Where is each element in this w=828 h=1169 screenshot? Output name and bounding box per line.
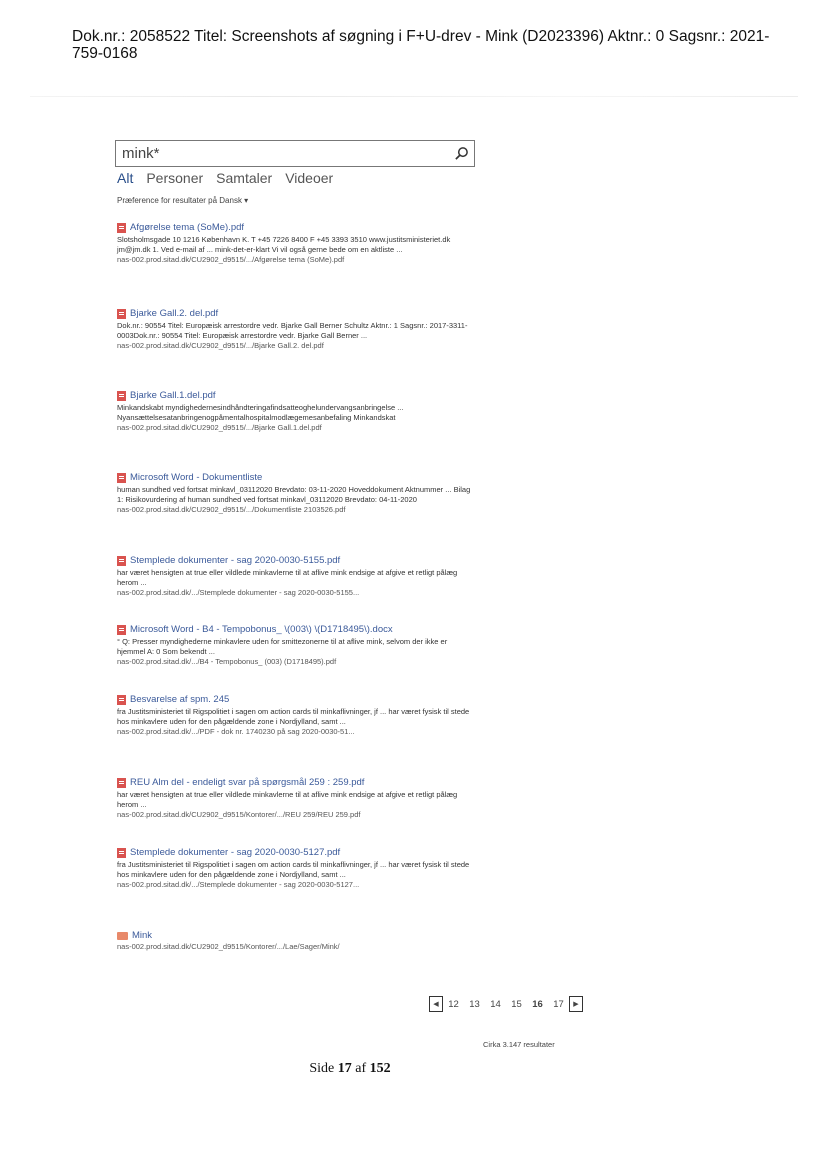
search-box xyxy=(115,140,475,167)
language-preference-dropdown[interactable]: Præference for resultater på Dansk ▾ xyxy=(117,196,249,205)
tab-all[interactable]: Alt xyxy=(117,170,134,186)
result-title: Stemplede dokumenter - sag 2020-0030-5127.pdf xyxy=(130,847,341,858)
result-title: Afgørelse tema (SoMe).pdf xyxy=(130,222,245,233)
result-title-link[interactable] xyxy=(117,390,477,401)
search-tabs xyxy=(117,170,333,186)
result-path[interactable]: nas-002.prod.sitad.dk/CU2902_d9515/.../Bjarke Gall.2. del.pdf xyxy=(117,341,324,351)
result-title-link[interactable] xyxy=(117,308,477,319)
result-path[interactable]: nas-002.prod.sitad.dk/CU2902_d9515/.../Bjarke Gall.1.del.pdf xyxy=(117,423,322,433)
list-item xyxy=(117,777,477,820)
footer-page-number: 17 xyxy=(337,1061,352,1076)
pdf-file-icon xyxy=(117,223,126,233)
chevron-left-icon[interactable]: ◀ xyxy=(429,996,443,1012)
result-snippet: fra Justitsministeriet til Rigspolitiet i sagen om action cards til minkaflivninger, jf ... har været fysisk til stede hos minkavlere uden for den pågældende zone i Nordjylland, samt ... xyxy=(117,860,470,879)
list-item xyxy=(117,694,477,737)
pagination xyxy=(429,996,583,1012)
result-path[interactable]: nas-002.prod.sitad.dk/CU2902_d9515/.../Dokumentliste 2103526.pdf xyxy=(117,505,346,515)
page-link-15[interactable]: 15 xyxy=(511,998,522,1010)
list-item xyxy=(117,222,477,265)
result-title: Besvarelse af spm. 245 xyxy=(130,694,230,705)
result-title: REU Alm del - endeligt svar på spørgsmål 259 : 259.pdf xyxy=(130,777,365,788)
result-path[interactable]: nas-002.prod.sitad.dk/CU2902_d9515/.../Afgørelse tema (SoMe).pdf xyxy=(117,255,345,265)
list-item xyxy=(117,308,477,351)
tab-people[interactable]: Personer xyxy=(146,170,204,186)
list-item xyxy=(117,847,477,890)
footer-total-pages: 152 xyxy=(369,1061,391,1076)
result-path[interactable]: nas-002.prod.sitad.dk/.../Stemplede dokumenter - sag 2020-0030-5155... xyxy=(117,588,360,598)
result-snippet: ° Q: Presser myndighederne minkavlere uden for smittezonerne til at aflive mink, selvom der ikke er hjemmel A: 0 Som bekendt ... xyxy=(117,637,448,656)
list-item xyxy=(117,624,477,667)
tab-conversations[interactable]: Samtaler xyxy=(216,170,273,186)
list-item xyxy=(117,472,477,515)
page-link-13[interactable]: 13 xyxy=(469,998,480,1010)
page-footer xyxy=(0,1061,700,1077)
result-title-link[interactable] xyxy=(117,777,477,788)
pdf-file-icon xyxy=(117,473,126,483)
result-path[interactable]: nas-002.prod.sitad.dk/CU2902_d9515/Kontorer/.../REU 259/REU 259.pdf xyxy=(117,810,361,820)
result-path[interactable]: nas-002.prod.sitad.dk/CU2902_d9515/Kontorer/.../Lae/Sager/Mink/ xyxy=(117,942,340,951)
result-title-link[interactable] xyxy=(117,222,477,233)
result-snippet: human sundhed ved fortsat minkavl_03112020 Brevdato: 03-11-2020 Hoveddokument Aktnummer ... Bilag 1: Risikovurdering af human sundhed ved fortsat minkavl_03112020 Brevdato: 04-11-2020 xyxy=(117,485,471,504)
result-snippet: Slotsholmsgade 10 1216 København K. T +45 7226 8400 F +45 3393 3510 www.justitsministeriet.dk jm@jm.dk 1. Ved e-mail af ... mink-det-er-klart Vi vil også gerne bede om en aktliste ... xyxy=(117,235,451,254)
result-path[interactable]: nas-002.prod.sitad.dk/.../PDF - dok nr. 1740230 på sag 2020-0030-51... xyxy=(117,727,355,737)
search-icon[interactable] xyxy=(448,141,474,166)
page-link-14[interactable]: 14 xyxy=(490,998,501,1010)
result-title: Microsoft Word - B4 - Tempobonus_ \(003\) \(D1718495\).docx xyxy=(130,624,393,635)
list-item xyxy=(117,390,477,433)
list-item xyxy=(117,930,477,952)
pdf-file-icon xyxy=(117,778,126,788)
scan-divider xyxy=(30,96,798,97)
result-title-link[interactable] xyxy=(117,694,477,705)
list-item xyxy=(117,555,477,598)
result-snippet: har været hensigten at true eller vildlede minkavlerne til at aflive mink endsige at afgive et retligt pålæg herom ... xyxy=(117,568,458,587)
result-title: Bjarke Gall.2. del.pdf xyxy=(130,308,219,319)
footer-middle: af xyxy=(355,1061,367,1076)
tab-videos[interactable]: Videoer xyxy=(285,170,334,186)
document-header: Dok.nr.: 2058522 Titel: Screenshots af søgning i F+U-drev - Mink (D2023396) Aktnr.: 0 Sagsnr.: 2021-759-0168 xyxy=(72,28,770,62)
result-title: Stemplede dokumenter - sag 2020-0030-5155.pdf xyxy=(130,555,341,566)
result-snippet: Dok.nr.: 90554 Titel: Europæisk arrestordre vedr. Bjarke Gall Berner Schultz Aktnr.: 1 Sagsnr.: 2017-3311-0003Dok.nr.: 90554 Titel: Europæisk arrestordre vedr. Bjarke Gall Berner ... xyxy=(117,321,468,340)
page-link-16-current[interactable]: 16 xyxy=(532,998,543,1010)
page-link-17[interactable]: 17 xyxy=(553,998,564,1010)
pdf-file-icon xyxy=(117,695,126,705)
result-title-link[interactable] xyxy=(117,930,477,941)
result-path[interactable]: nas-002.prod.sitad.dk/.../B4 - Tempobonus_ (003) (D1718495).pdf xyxy=(117,657,337,667)
page-link-12[interactable]: 12 xyxy=(448,998,459,1010)
result-title-link[interactable] xyxy=(117,624,477,635)
pdf-file-icon xyxy=(117,391,126,401)
result-path[interactable]: nas-002.prod.sitad.dk/.../Stemplede dokumenter - sag 2020-0030-5127... xyxy=(117,880,360,890)
result-snippet: fra Justitsministeriet til Rigspolitiet i sagen om action cards til minkaflivninger, jf ... har været fysisk til stede hos minkavlere uden for den pågældende zone i Nordjylland, samt ... xyxy=(117,707,470,726)
result-snippet: Minkandskabt myndighedernesindhåndteringafindsatteoghelundervangsanbringelse ... Nyansættelsesatanbringenogpåmentalhospitalmodlægemesanbefaling Minkandskat xyxy=(117,403,404,422)
search-input[interactable] xyxy=(116,141,448,166)
folder-icon xyxy=(117,932,128,940)
result-title: Mink xyxy=(132,930,153,941)
footer-prefix: Side xyxy=(309,1061,335,1076)
result-snippet: har været hensigten at true eller vildlede minkavlerne til at aflive mink endsige at afgive et retligt pålæg herom ... xyxy=(117,790,458,809)
result-title-link[interactable] xyxy=(117,847,477,858)
result-count: Cirka 3.147 resultater xyxy=(483,1040,555,1049)
result-title: Bjarke Gall.1.del.pdf xyxy=(130,390,216,401)
result-title-link[interactable] xyxy=(117,555,477,566)
pdf-file-icon xyxy=(117,848,126,858)
pdf-file-icon xyxy=(117,625,126,635)
result-title: Microsoft Word - Dokumentliste xyxy=(130,472,263,483)
result-title-link[interactable] xyxy=(117,472,477,483)
pdf-file-icon xyxy=(117,309,126,319)
pdf-file-icon xyxy=(117,556,126,566)
chevron-right-icon[interactable]: ▶ xyxy=(569,996,583,1012)
